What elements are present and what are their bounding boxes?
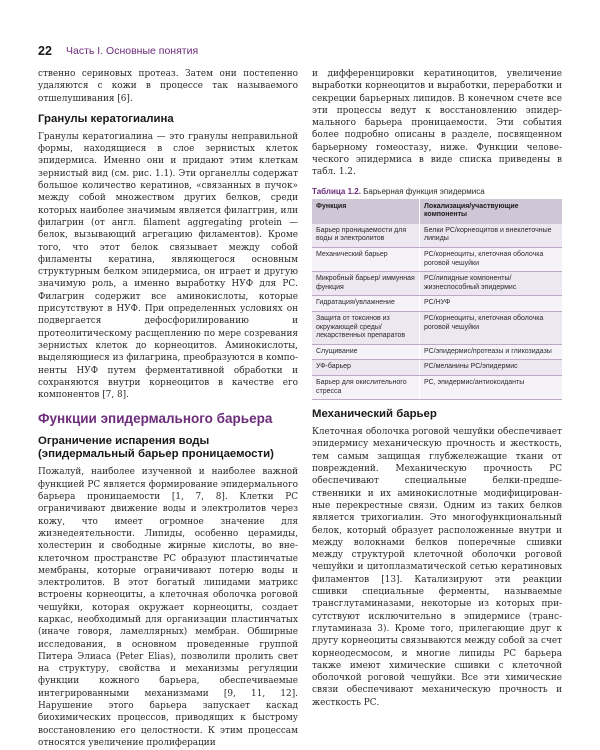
table-caption [312, 187, 562, 196]
table-cell-function: Микробный барьер/ иммунная функция [312, 272, 420, 296]
table-row [312, 272, 562, 296]
table-cell-localization: РС/корнеоциты, клеточная оболочка роговой чешуйки [420, 312, 563, 345]
heading-water-evaporation: Ограничение испарения воды (эпидермальный барьер проницаемости) [38, 435, 274, 461]
table-cell-localization: РС/корнеоциты, клеточная оболочка роговой чешуйки [420, 248, 563, 272]
table-cell-localization: РС/эпидермис/протеазы и гликозидазы [420, 344, 563, 360]
paragraph-keratohyalin: Гранулы кератогиалина — это гранулы неправильной формы, находящиеся в слое зернистых клеток эпидермиса. Именно они и придают этим клеткам зернистый вид (см. рис. 1.1). Эти органеллы содержат большое количество кератинов, «связанных в пучок» между собой множеством других белков, среди которых наиболее значимым является филаггрин, или филагрин (от англ. filament aggregating protein — белок, вызывающий агрегацию филаментов). Кроме того, что этот белок связывает между собой филаменты кератина, являющегося основным структурным белком эпидермиса, он играет и другую значимую роль, а именно выработку НУФ для РС. Филагрин содержит все аминокислоты, которые присутствуют в НУФ. При определенных условиях он подвергается дефосфорилированию и протеолитическому расщеплению по мере созревания зернистых клеток до корнеоцитов. Аминокислоты, выделяющиеся из филагрина, преобразуются в компоненты НУФ путем ферментативной обработки и сохраняются внутри корнеоцитов в качестве его компонентов [7, 8]. [38, 131, 298, 401]
table-row [312, 375, 562, 399]
table-caption-text: Барьерная функция эпидермиса [363, 186, 485, 196]
paragraph-permeability-barrier: Пожалуй, наиболее изученной и наиболее важной функцией РС является формирование эпидермального барьера проницаемости [1, 7, 8]. Клетки РС ограничивают движение воды и электролитов через кожу, что имеет огромное значение для жизнедеятельности. Липиды, особенно церамиды, холестерин и свободные жирные кислоты, во внеклеточном пространстве РС образуют пластинчатые мембраны, которые ограничивают потерю воды и электролитов. В этот богатый липидами матрикс встроены корнеоциты, а клеточная оболочка роговой чешуйки, которая окружает корнеоциты, создает каркас, необходимый для организации пластинчатых (иначе говоря, ламеллярных) мембран. Обширные исследования, в основном проведенные группой Питера Элиаса (Peter Elias), позволили пролить свет на структуру, свойства и механизмы регуляции функции кожного барьера, обеспечиваемые интегрированными механизмами [9, 11, 12]. Нарушение этого барьера запускает каскад биохимических процессов, приводящих к быстрому восстановлению его целостности. К этим процессам относятся увеличение пролиферации [38, 467, 298, 748]
table-cell-function: Защита от токсинов из окружающей среды/лекарственных препаратов [312, 312, 420, 345]
section-heading-barrier-functions: Функции эпидермального барьера [38, 411, 273, 427]
table-cell-localization: РС, эпидермис/антиоксиданты [420, 375, 563, 399]
table-row [312, 248, 562, 272]
running-head: Часть I. Основные понятия [66, 45, 199, 57]
right-column [312, 68, 562, 709]
table-cell-localization: РС/НУФ [420, 296, 563, 312]
table-cell-function: Барьер для окислительного стресса [312, 375, 420, 399]
heading-keratohyalin-granules: Гранулы кератогиалина [38, 112, 174, 125]
table-header-localization: Локализация/участвующие компоненты [420, 199, 563, 224]
table-cell-function: Барьер проницаемости для воды и электролитов [312, 224, 420, 248]
paragraph-mechanical-barrier: Клеточная оболочка роговой чешуйки обеспечивает эпидермису механическую прочность и жесткость, тем самым защищая глубжележащие ткани от повреждений. Механическую прочность РС обеспечивают специальные белки-предшественники и их аминокислотные модифицированные перекрестные связи. Одним из таких белков является трихогиалин. Это многофункциональный белок, который образует расположенные внутри и между волокнами белков поперечные сшивки между структурой клеточной оболочки роговой чешуйки и цитоплазматической сетью кератиновых филаментов [13]. Катализируют эти реакции сшивки специальные ферменты, называемые трансглутаминазами, некоторые из которых присутствуют исключительно в эпидермисе (трансглутаминаза 3). Кроме того, прилегающие друг к другу корнеоциты связываются между собой за счет корнеодесмосом, и многие липиды РС барьера также имеют химические сшивки с клеточной оболочкой роговой чешуйки. Все эти химические связи обеспечивают механическую прочность и жесткость РС. [312, 427, 562, 708]
table-cell-localization: РС/липидные компоненты/ жизнеспособный эпидермис [420, 272, 563, 296]
paragraph-continuation: ственно сериновых протеаз. Затем они постепенно удаляются с кожи в процессе так называемого отшелушивания [6]. [38, 69, 298, 104]
table-row [312, 224, 562, 248]
table-cell-function: УФ-барьер [312, 360, 420, 376]
table-row [312, 312, 562, 345]
paragraph-continuation-right: и дифференцировки кератиноцитов, увеличение выработки корнеоцитов и выработки, переработки и секреции барьерных липидов. В конечном счете все эти процессы ведут к восстановлению эпидермального барьера проницаемости. Эти события более подробно описаны в разделе, посвященном барьерному гомеостазу, ниже. Функции человеческого эпидермиса в виде списка приведены в табл. 1.2. [312, 69, 562, 178]
table-cell-localization: Белки РС/корнеоцитов и внеклеточные липиды [420, 224, 563, 248]
barrier-function-table [312, 199, 562, 401]
heading-mechanical-barrier: Механический барьер [312, 408, 437, 421]
table-header-function: Функция [312, 199, 420, 224]
table-cell-function: Механический барьер [312, 248, 420, 272]
table-cell-localization: РС/меланины РС/эпидермис [420, 360, 563, 376]
table-cell-function: Слущивание [312, 344, 420, 360]
table-cell-function: Гидратация/увлажнение [312, 296, 420, 312]
left-column [38, 68, 298, 749]
table-row [312, 296, 562, 312]
table-caption-label: Таблица 1.2. [312, 186, 361, 196]
table-row [312, 360, 562, 376]
page-number: 22 [38, 44, 52, 58]
table-row [312, 344, 562, 360]
